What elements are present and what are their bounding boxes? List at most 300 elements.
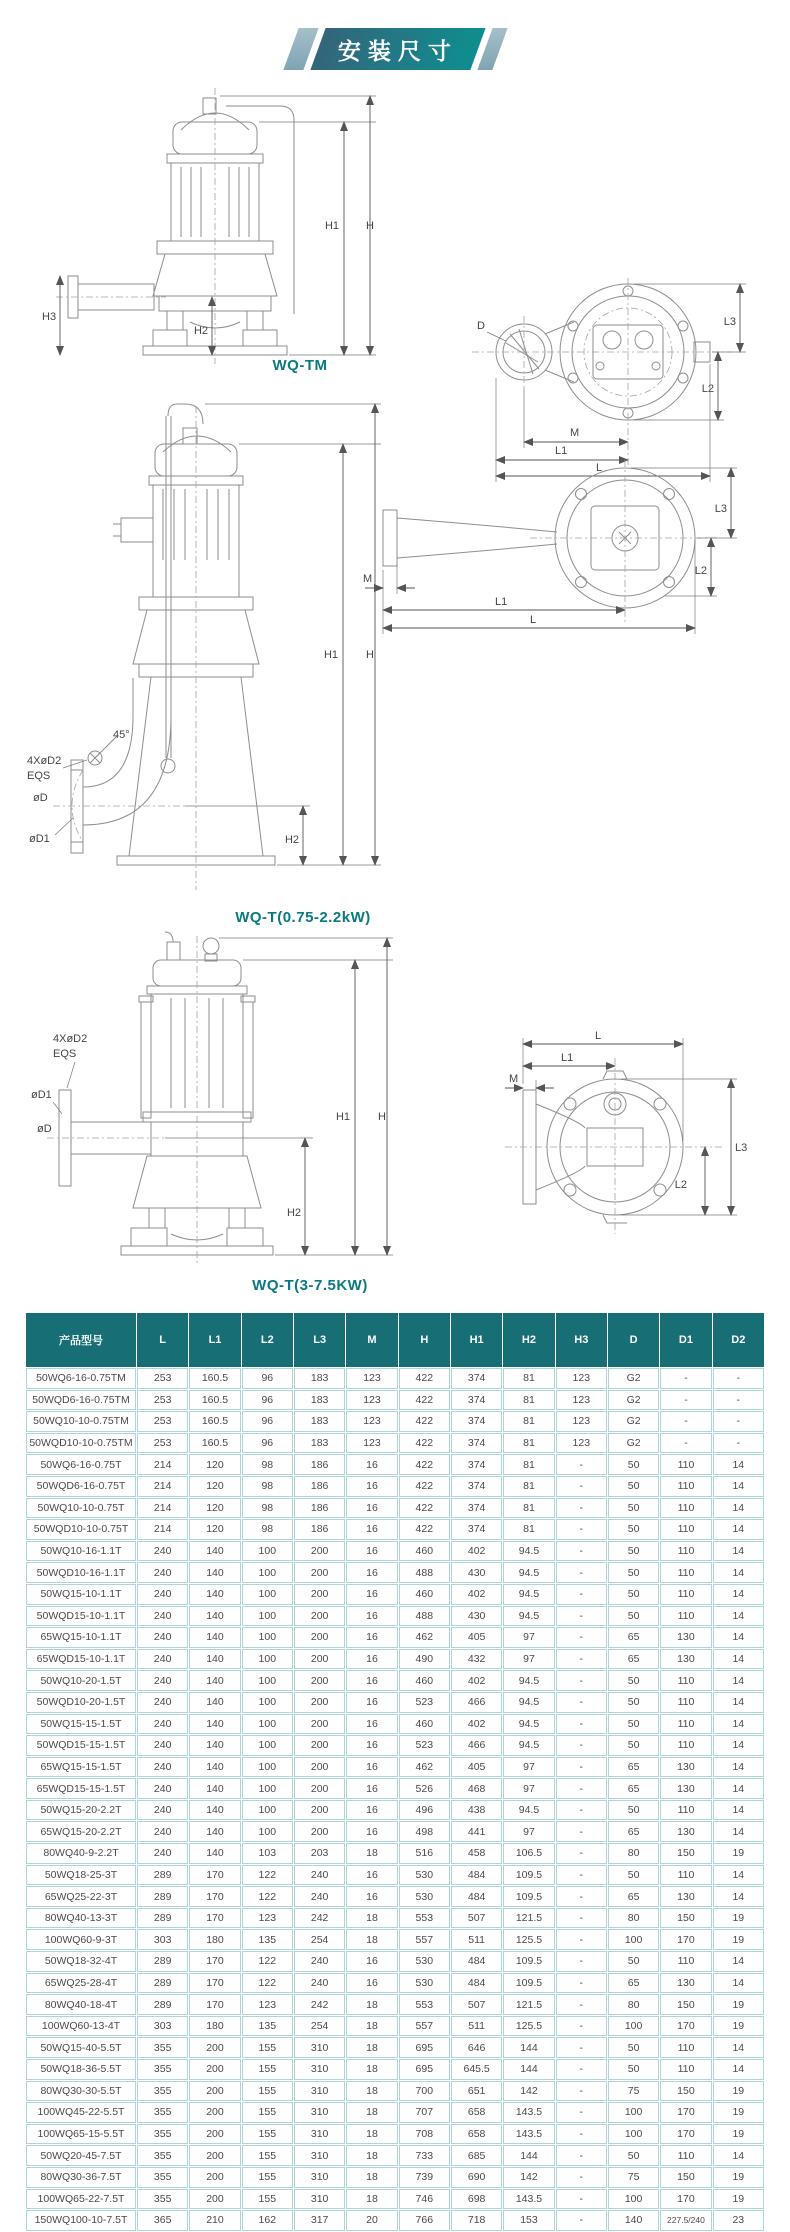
dim-cell: - [556,1562,607,1583]
dim-cell: 739 [399,2167,450,2188]
dim-cell: 94.5 [503,1735,554,1756]
dim-cell: 130 [660,1627,711,1648]
table-row [26,1821,764,1842]
dim-cell: 14 [713,1714,764,1735]
model-cell: 50WQD10-16-1.1T [26,1562,136,1583]
dim-cell: 140 [189,1757,240,1778]
dim-cell: 100 [242,1757,293,1778]
dim-cell: 16 [346,1714,397,1735]
dim-cell: 18 [346,2016,397,2037]
dim-cell: 645.5 [451,2059,502,2080]
col-header-d: D [608,1313,659,1367]
dim-cell: 200 [294,1821,345,1842]
dim-cell: 170 [660,2189,711,2210]
dim-cell: 130 [660,1886,711,1907]
dim-cell: 200 [294,1757,345,1778]
dim-cell: 200 [294,1584,345,1605]
col-header-l3: L3 [294,1313,345,1367]
dim-label-l: L [530,614,537,626]
wq-t-large-drawing [25,932,770,1272]
dim-cell: 530 [399,1886,450,1907]
dim-cell: 100 [242,1562,293,1583]
dim-cell: 140 [189,1649,240,1670]
table-row [26,1800,764,1821]
table-row [26,1411,764,1432]
dim-cell: 110 [660,1692,711,1713]
table-row [26,1649,764,1670]
dim-cell: 200 [294,1606,345,1627]
dim-cell: 690 [451,2167,502,2188]
dim-cell: 81 [503,1390,554,1411]
dim-cell: G2 [608,1368,659,1389]
dim-cell: 355 [137,2145,188,2166]
dim-cell: 14 [713,1627,764,1648]
dim-cell: 422 [399,1390,450,1411]
dim-cell: 81 [503,1519,554,1540]
dim-cell: 16 [346,1800,397,1821]
dim-cell: 14 [713,1800,764,1821]
dim-cell: 130 [660,1757,711,1778]
dim-cell: 530 [399,1973,450,1994]
dim-cell: 140 [189,1670,240,1691]
dim-cell: 402 [451,1670,502,1691]
table-row [26,2167,764,2188]
dim-cell: 240 [137,1735,188,1756]
pump-top-view [383,468,695,608]
dim-cell: 123 [242,1908,293,1929]
dim-cell: 374 [451,1519,502,1540]
dim-cell: 460 [399,1714,450,1735]
dim-cell: - [556,1757,607,1778]
dim-cell: 50 [608,2145,659,2166]
dim-cell: 170 [660,2102,711,2123]
table-row [26,1929,764,1950]
dim-cell: 488 [399,1606,450,1627]
dim-cell: 110 [660,1800,711,1821]
dim-cell: 214 [137,1476,188,1497]
col-header-h2: H2 [503,1313,554,1367]
dim-label-h2: H2 [286,1207,301,1219]
dim-cell: 254 [294,2016,345,2037]
figure-caption-wq-tm: WQ-TM [272,357,328,374]
dim-cell: - [556,2059,607,2080]
dim-cell: 19 [713,2102,764,2123]
table-row [26,2059,764,2080]
dim-cell: 240 [294,1886,345,1907]
dim-cell: 253 [137,1390,188,1411]
dim-cell: 18 [346,2145,397,2166]
dim-cell: 20 [346,2210,397,2231]
dim-cell: 120 [189,1498,240,1519]
dim-cell: 553 [399,1908,450,1929]
col-header-m: M [346,1313,397,1367]
dim-cell: 200 [189,2167,240,2188]
dim-cell: 155 [242,2059,293,2080]
dim-cell: 100 [242,1541,293,1562]
dim-cell: 110 [660,1519,711,1540]
model-cell: 65WQ25-28-4T [26,1973,136,1994]
dim-cell: 240 [137,1821,188,1842]
dim-cell: 150 [660,1994,711,2015]
dim-cell: 16 [346,1498,397,1519]
dim-cell: 240 [137,1670,188,1691]
dim-cell: 16 [346,1735,397,1756]
table-row [26,2037,764,2058]
dim-cell: 18 [346,2059,397,2080]
dim-cell: 50 [608,1714,659,1735]
table-row [26,1670,764,1691]
dim-cell: G2 [608,1390,659,1411]
model-cell: 100WQ65-15-5.5T [26,2124,136,2145]
dim-cell: 14 [713,1562,764,1583]
dim-cell: 110 [660,2037,711,2058]
dim-cell: 100 [242,1584,293,1605]
model-cell: 150WQ100-10-7.5T [26,2210,136,2231]
dim-cell: 19 [713,2167,764,2188]
dim-cell: 496 [399,1800,450,1821]
dim-cell: 16 [346,1476,397,1497]
dim-cell: 97 [503,1757,554,1778]
table-row [26,1778,764,1799]
dim-cell: 462 [399,1757,450,1778]
dim-cell: 240 [137,1843,188,1864]
dim-cell: 374 [451,1411,502,1432]
dim-cell: 200 [294,1562,345,1583]
dim-cell: 80 [608,1908,659,1929]
dim-label-l: L [595,1030,602,1042]
dim-cell: 97 [503,1821,554,1842]
dim-cell: 18 [346,1843,397,1864]
dim-cell: 96 [242,1433,293,1454]
dim-cell: 140 [189,1584,240,1605]
dim-cell: 240 [137,1692,188,1713]
dim-cell: 160.5 [189,1411,240,1432]
dim-cell: 240 [137,1584,188,1605]
dim-cell: 19 [713,2189,764,2210]
dim-cell: 526 [399,1778,450,1799]
model-cell: 100WQ60-13-4T [26,2016,136,2037]
dim-cell: 96 [242,1411,293,1432]
table-row [26,2145,764,2166]
dim-cell: 97 [503,1627,554,1648]
dim-cell: 14 [713,1498,764,1519]
table-row [26,1843,764,1864]
model-cell: 50WQ15-15-1.5T [26,1714,136,1735]
dim-cell: - [556,1735,607,1756]
dim-cell: 162 [242,2210,293,2231]
dim-cell: 374 [451,1454,502,1475]
dim-cell: 200 [294,1541,345,1562]
dim-cell: 123 [346,1368,397,1389]
dim-label-h: H [366,220,374,232]
dim-cell: 153 [503,2210,554,2231]
dim-cell: 123 [556,1390,607,1411]
dim-cell: - [556,1670,607,1691]
dim-cell: 94.5 [503,1541,554,1562]
dim-cell: 240 [137,1800,188,1821]
dim-cell: 16 [346,1562,397,1583]
table-row [26,1584,764,1605]
dim-cell: 200 [189,2059,240,2080]
model-cell: 50WQ20-45-7.5T [26,2145,136,2166]
dim-cell: 253 [137,1433,188,1454]
dim-cell: 109.5 [503,1951,554,1972]
dim-cell: 14 [713,1606,764,1627]
dim-cell: 186 [294,1498,345,1519]
dim-cell: 422 [399,1433,450,1454]
dim-cell: 14 [713,2037,764,2058]
dim-cell: 746 [399,2189,450,2210]
dim-label-h3: H3 [42,311,57,323]
dim-cell: 14 [713,1865,764,1886]
dim-cell: 50 [608,1562,659,1583]
dim-label-l1: L1 [495,596,508,608]
dim-cell: 289 [137,1886,188,1907]
dim-cell: - [556,2102,607,2123]
dim-cell: 289 [137,1908,188,1929]
dim-cell: 200 [294,1670,345,1691]
dim-cell: 143.5 [503,2102,554,2123]
dim-cell: 150 [660,2081,711,2102]
dim-cell: 94.5 [503,1692,554,1713]
table-row [26,2189,764,2210]
table-row [26,1994,764,2015]
dim-cell: 289 [137,1973,188,1994]
model-cell: 50WQD10-10-0.75TM [26,1433,136,1454]
dim-cell: 65 [608,1778,659,1799]
dim-cell: 50 [608,2037,659,2058]
dim-cell: 507 [451,1994,502,2015]
dim-cell: 14 [713,2145,764,2166]
dim-cell: 14 [713,1951,764,1972]
dim-cell: 125.5 [503,1929,554,1950]
model-cell: 100WQ45-22-5.5T [26,2102,136,2123]
dim-cell: 19 [713,1908,764,1929]
dim-cell: 210 [189,2210,240,2231]
dim-cell: 50 [608,1692,659,1713]
dim-cell: 374 [451,1390,502,1411]
dim-cell: 144 [503,2037,554,2058]
dim-cell: 289 [137,1951,188,1972]
table-row [26,1973,764,1994]
dim-cell: 155 [242,2081,293,2102]
dim-cell: 355 [137,2102,188,2123]
dim-cell: G2 [608,1411,659,1432]
dim-cell: 50 [608,1584,659,1605]
model-cell: 50WQ18-32-4T [26,1951,136,1972]
dim-cell: 700 [399,2081,450,2102]
dim-cell: 144 [503,2145,554,2166]
dim-cell: 240 [137,1562,188,1583]
dim-cell: 240 [137,1541,188,1562]
dim-cell: 14 [713,1692,764,1713]
table-row [26,1606,764,1627]
dim-cell: 123 [556,1368,607,1389]
dim-cell: 355 [137,2124,188,2145]
dim-cell: 186 [294,1454,345,1475]
dim-cell: 240 [137,1757,188,1778]
dim-cell: 511 [451,1929,502,1950]
banner-title: 安装尺寸 [337,37,458,64]
dim-cell: 511 [451,2016,502,2037]
dim-cell: 310 [294,2102,345,2123]
dim-cell: 106.5 [503,1843,554,1864]
dim-cell: 65 [608,1627,659,1648]
dim-cell: 310 [294,2081,345,2102]
dim-cell: 460 [399,1541,450,1562]
dim-cell: 708 [399,2124,450,2145]
dim-cell: 160.5 [189,1368,240,1389]
dim-cell: 430 [451,1606,502,1627]
dim-cell: - [660,1390,711,1411]
table-row [26,2124,764,2145]
dim-cell: 200 [294,1627,345,1648]
pump-side-view [59,932,273,1255]
dim-cell: - [556,1649,607,1670]
table-row [26,1735,764,1756]
dim-cell: 303 [137,1929,188,1950]
dim-cell: 65 [608,1757,659,1778]
dim-cell: 14 [713,1454,764,1475]
dim-cell: 143.5 [503,2124,554,2145]
table-header [26,1313,764,1367]
dim-cell: - [556,1994,607,2015]
col-header-d2: D2 [713,1313,764,1367]
wq-t-small-drawing [25,398,770,910]
dim-cell: 16 [346,1886,397,1907]
model-cell: 100WQ60-9-3T [26,1929,136,1950]
dim-cell: 94.5 [503,1714,554,1735]
dim-cell: 14 [713,1735,764,1756]
dim-cell: 16 [346,1821,397,1842]
model-cell: 50WQ10-10-0.75TM [26,1411,136,1432]
dim-label-l1: L1 [561,1052,574,1064]
table-row [26,2102,764,2123]
dim-cell: 374 [451,1476,502,1497]
table-row [26,1692,764,1713]
dim-cell: 170 [189,1886,240,1907]
dim-cell: 170 [660,1929,711,1950]
dim-cell: 18 [346,1994,397,2015]
dim-cell: 490 [399,1649,450,1670]
dim-cell: 14 [713,1519,764,1540]
dim-cell: 110 [660,1498,711,1519]
dim-cell: 18 [346,2102,397,2123]
dim-cell: 110 [660,1865,711,1886]
dim-cell: 718 [451,2210,502,2231]
dim-cell: 140 [189,1843,240,1864]
dim-cell: 170 [660,2016,711,2037]
model-cell: 80WQ40-9-2.2T [26,1843,136,1864]
dim-cell: 310 [294,2145,345,2166]
dim-cell: 14 [713,1821,764,1842]
model-cell: 80WQ30-30-5.5T [26,2081,136,2102]
dim-cell: 100 [242,1692,293,1713]
table-row [26,1886,764,1907]
dim-cell: 155 [242,2189,293,2210]
dim-label-d: D [477,320,485,332]
dim-cell: 120 [189,1476,240,1497]
dim-cell: 253 [137,1411,188,1432]
dim-cell: 122 [242,1951,293,1972]
table-body [26,1368,764,2231]
dim-label-h1: H1 [324,220,339,232]
dim-cell: 110 [660,1541,711,1562]
dim-cell: 200 [189,2037,240,2058]
dim-cell: 96 [242,1368,293,1389]
model-cell: 50WQD6-16-0.75TM [26,1390,136,1411]
dim-cell: - [660,1433,711,1454]
dim-cell: 18 [346,2081,397,2102]
dim-cell: 50 [608,1735,659,1756]
dim-cell: 160.5 [189,1433,240,1454]
dim-cell: 110 [660,1454,711,1475]
dim-cell: 19 [713,2016,764,2037]
dim-cell: 81 [503,1476,554,1497]
figure-caption-wq-t-large: WQ-T(3-7.5KW) [252,1277,368,1294]
table-row [26,1951,764,1972]
dim-cell: 110 [660,2059,711,2080]
col-header-h1: H1 [451,1313,502,1367]
dim-cell: 16 [346,1627,397,1648]
model-cell: 50WQ15-10-1.1T [26,1584,136,1605]
dim-cell: 685 [451,2145,502,2166]
dim-cell: 50 [608,1951,659,1972]
dim-cell: 766 [399,2210,450,2231]
dim-cell: - [713,1368,764,1389]
bolt-spec-label: 4XøD2 [27,755,62,767]
dim-cell: - [556,1454,607,1475]
dim-cell: 140 [608,2210,659,2231]
dim-cell: 214 [137,1498,188,1519]
model-cell: 80WQ40-13-3T [26,1908,136,1929]
dim-cell: 422 [399,1519,450,1540]
dim-cell: 200 [294,1735,345,1756]
dim-cell: 200 [189,2145,240,2166]
bolt-circle-label: øD1 [29,833,50,845]
dim-cell: 355 [137,2167,188,2188]
table-row [26,1908,764,1929]
dim-cell: - [660,1368,711,1389]
dim-cell: 96 [242,1390,293,1411]
dim-cell: 18 [346,1908,397,1929]
dim-cell: 16 [346,1584,397,1605]
dim-cell: 19 [713,2081,764,2102]
dim-cell: 100 [242,1606,293,1627]
dim-cell: 123 [346,1411,397,1432]
dim-label-h: H [378,1111,386,1123]
model-cell: 50WQD6-16-0.75T [26,1476,136,1497]
dim-cell: - [556,1908,607,1929]
dim-cell: 50 [608,1670,659,1691]
table-row [26,1498,764,1519]
figure-caption-wq-t-small: WQ-T(0.75-2.2kW) [235,909,371,926]
dim-cell: 374 [451,1498,502,1519]
dim-cell: 130 [660,1778,711,1799]
model-cell: 100WQ65-22-7.5T [26,2189,136,2210]
dim-cell: 125.5 [503,2016,554,2037]
dim-cell: 402 [451,1714,502,1735]
dim-cell: 16 [346,1519,397,1540]
dim-cell: 646 [451,2037,502,2058]
eqs-label: EQS [27,770,51,782]
dim-cell: 155 [242,2102,293,2123]
dim-cell: - [556,1498,607,1519]
dim-cell: 507 [451,1908,502,1929]
dim-cell: 65 [608,1649,659,1670]
bolt-circle-label: øD1 [31,1089,52,1101]
dim-label-h: H [366,649,374,661]
